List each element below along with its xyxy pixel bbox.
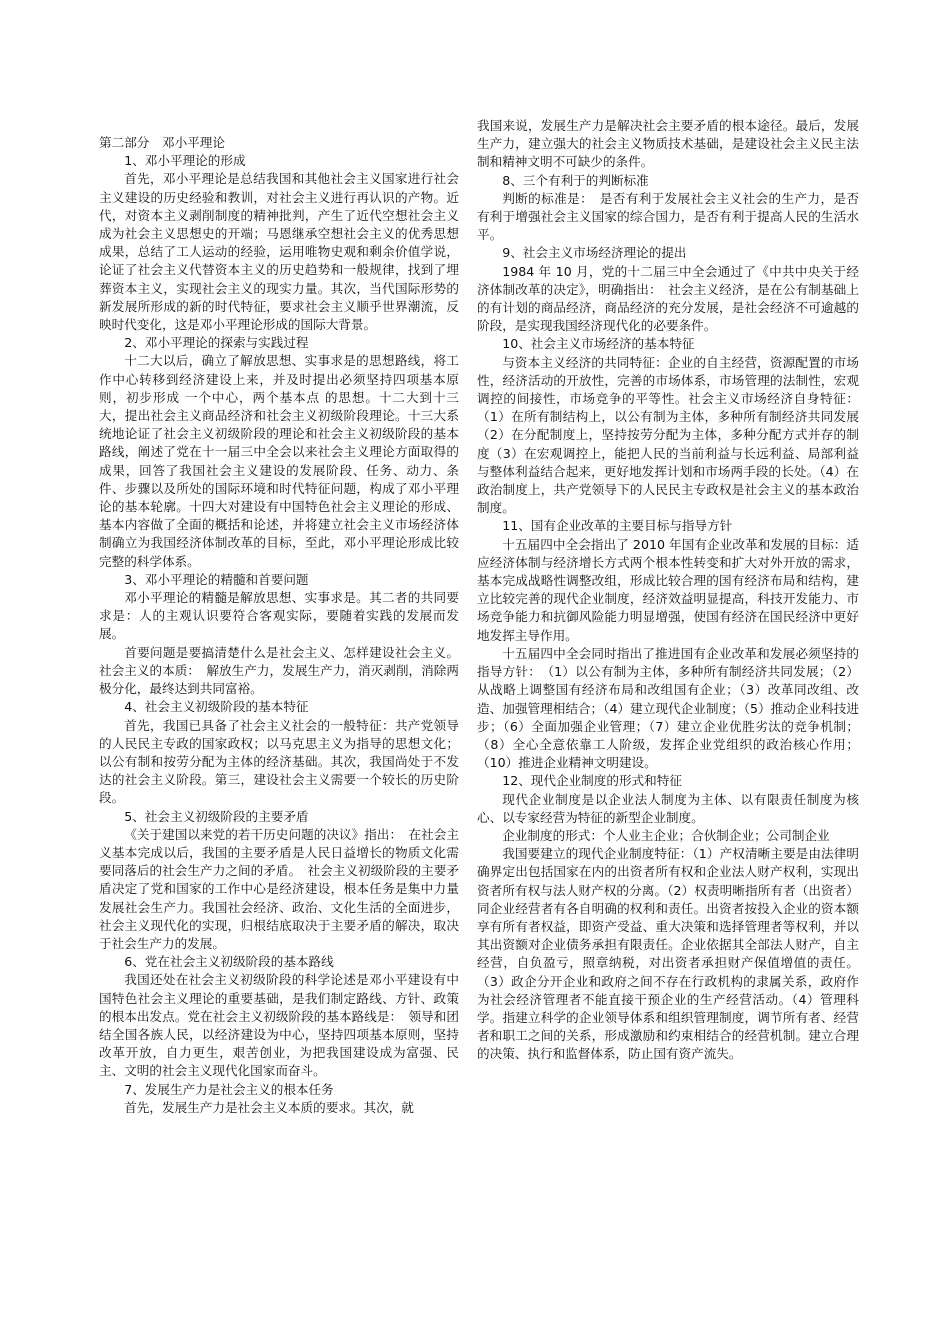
- left-column: [99, 134, 459, 1117]
- section-heading: 10、社会主义市场经济的基本特征: [502, 336, 695, 352]
- paragraph: 企业制度的形式：个人业主企业；合伙制企业；公司制企业: [502, 827, 830, 843]
- section-heading: 7、发展生产力是社会主义的根本任务: [124, 1081, 334, 1097]
- paragraph: 十五届四中全会同时指出了推进国有企业改革和发展必须坚持的指导方针： （1）以公有制为主体，多种所有制经济共同发展；（2）从战略上调整国有经济布局和改组国有企业；（3）改革同改组、改造、加强管理相结合；（4）建立现代企业制度；（5）推动企业科技进步；（6）全面加强企业管理；（7）建立企业优胜劣汰的竞争机制；（8）全心全意依靠工人阶级，发挥企业党组织的政治核心作用；（10）推进企业精神文明建设。: [477, 645, 859, 771]
- paragraph: 首要问题是要搞清楚什么是社会主义、怎样建设社会主义。社会主义的本质： 解放生产力，发展生产力，消灭剥削，消除两极分化，最终达到共同富裕。: [99, 644, 459, 697]
- paragraph: 我国要建立的现代企业制度特征：（1）产权清晰主要是由法律明确界定出包括国家在内的出资者所有权和企业法人财产权利，实现出资者所有权与法人财产权的分离。（2）权责明晰指所有者（出资者）同企业经营者有各自明确的权利和责任。出资者按投入企业的资本额享有所有者权益，即资产受益、重大决策和选择管理者等权利，并以其出资额对企业债务承担有限责任。企业依据其全部法人财产，自主经营，自负盈亏，照章纳税，对出资者承担财产保值增值的责任。（3）政企分开企业和政府之间不存在行政机构的隶属关系，政府作为社会经济管理者不能直接干预企业的生产经营活动。（4）管理科学。指建立科学的企业领导体系和组织管理制度，调节所有者、经营者和职工之间的关系，形成激励和约束相结合的经营机制。建立合理的决策、执行和监督体系，防止国有资产流失。: [477, 846, 859, 1062]
- paragraph: 邓小平理论的精髓是解放思想、实事求是。其二者的共同要求是：人的主观认识要符合客观实际，要随着实践的发展而发展。: [99, 590, 459, 642]
- paragraph: 判断的标准是： 是否有利于发展社会主义社会的生产力，是否有利于增强社会主义国家的综合国力，是否有利于提高人民的生活水平。: [477, 190, 859, 243]
- paragraph: 现代企业制度是以企业法人制度为主体、以有限责任制度为核心、以专家经营为特征的新型企业制度。: [477, 791, 859, 825]
- section-heading: 1、邓小平理论的形成: [124, 153, 246, 169]
- paragraph: 首先，发展生产力是社会主义本质的要求。其次，就: [124, 1099, 414, 1115]
- paragraph: 《关于建国以来党的若干历史问题的决议》指出： 在社会主义基本完成以后，我国的主要矛盾是人民日益增长的物质文化需要同落后的社会生产力之间的矛盾。 社会主义初级阶段的主要矛盾决定了党和国家的工作中心是经济建设，根本任务是集中力量发展社会生产力。我国社会经济、政治、文化生活的全面进步，社会主义现代化的实现，归根结底取决于主要矛盾的解决，取决于社会生产力的发展。: [99, 826, 459, 951]
- section-heading: 4、社会主义初级阶段的基本特征: [124, 699, 309, 715]
- part-title: 第二部分 邓小平理论: [99, 135, 225, 150]
- section-heading: 5、社会主义初级阶段的主要矛盾: [124, 808, 309, 824]
- section-heading: 2、邓小平理论的探索与实践过程: [124, 335, 309, 351]
- paragraph-continuation: 我国来说，发展生产力是解决社会主要矛盾的根本途径。最后，发展生产力，建立强大的社会主义物质技术基础，是建设社会主义民主法制和精神文明不可缺少的条件。: [477, 118, 859, 170]
- section-heading: 6、党在社会主义初级阶段的基本路线: [124, 954, 334, 970]
- paragraph: 首先，我国已具备了社会主义社会的一般特征：共产党领导的人民民主专政的国家政权；以马克思主义为指导的思想文化；以公有制和按劳分配为主体的经济基础。其次，我国尚处于不发达的社会主义阶段。第三，建设社会主义需要一个较长的历史阶段。: [99, 717, 459, 806]
- section-heading: 12、现代企业制度的形式和特征: [502, 773, 682, 789]
- paragraph: 十五届四中全会指出了 2010 年国有企业改革和发展的目标：适应经济体制与经济增长方式两个根本性转变和扩大对外开放的需求，基本完成战略性调整改组，形成比较合理的国有经济布局和结构，建立比较完善的现代企业制度，经济效益明显提高，科技开发能力、市场竞争能力和抗御风险能力明显增强，使国有经济在国民经济中更好地发挥主导作用。: [477, 536, 859, 643]
- paragraph: 我国还处在社会主义初级阶段的科学论述是邓小平建设有中国特色社会主义理论的重要基础，是我们制定路线、方针、政策的根本出发点。党在社会主义初级阶段的基本路线是： 领导和团结全国各族人民，以经济建设为中心，坚持四项基本原则，坚持改革开放，自力更生，艰苦创业，为把我国建设成为富强、民主、文明的社会主义现代化国家而奋斗。: [99, 972, 459, 1079]
- right-column: [477, 117, 859, 1064]
- paragraph: 首先，邓小平理论是总结我国和其他社会主义国家进行社会主义建设的历史经验和教训，对社会主义进行再认识的产物。近代，对资本主义剥削制度的精神批判，产生了近代空想社会主义成为社会主义思想史的开端；马恩继承空想社会主义的优秀思想成果，总结了工人运动的经验，运用唯物史观和剩余价值学说，论证了社会主义代替资本主义的历史趋势和一般规律，找到了埋葬资本主义，实现社会主义的现实力量。其次，当代国际形势的新发展所形成的新的时代特征，要求社会主义顺乎世界潮流，反映时代变化，这是邓小平理论形成的国际大背景。: [99, 171, 459, 333]
- paragraph: 1984 年 10 月，党的十二届三中全会通过了《中共中央关于经济体制改革的决定》，明确指出： 社会主义经济，是在公有制基础上的有计划的商品经济，商品经济的充分发展，是社会经济不可逾越的阶段，是实现我国经济现代化的必要条件。: [477, 263, 859, 334]
- section-heading: 3、邓小平理论的精髓和首要问题: [124, 571, 309, 587]
- paragraph: 十二大以后，确立了解放思想、实事求是的思想路线，将工作中心转移到经济建设上来，并及时提出必须坚持四项基本原则，初步形成 一个中心，两个基本点 的思想。十二大到十三大，提出社会主义商品经济和社会主义初级阶段理论。十三大系统地论证了社会主义初级阶段的理论和社会主义初级阶段的基本路线，阐述了党在十一届三中全会以来社会主义理论方面取得的成果，回答了我国社会主义建设的发展阶段、任务、动力、条件、步骤以及所处的国际环境和时代特征问题，构成了邓小平理论的基本轮廓。十四大对建设有中国特色社会主义理论的形成、基本内容做了全面的概括和论述，并将建立社会主义市场经济体制确立为我国经济体制改革的目标，至此，邓小平理论形成比较完整的科学体系。: [99, 353, 459, 569]
- paragraph: 与资本主义经济的共同特征：企业的自主经营，资源配置的市场性，经济活动的开放性，完善的市场体系，市场管理的法制性，宏观调控的间接性，市场竞争的平等性。社会主义市场经济自身特征：（1）在所有制结构上，以公有制为主体，多种所有制经济共同发展（2）在分配制度上，坚持按劳分配为主体，多种分配方式并存的制度（3）在宏观调控上，能把人民的当前利益与长远利益、局部利益与整体利益结合起来，更好地发挥计划和市场两手段的长处。（4）在政治制度上，共产党领导下的人民民主专政权是社会主义的基本政治制度。: [477, 354, 859, 516]
- section-heading: 11、国有企业改革的主要目标与指导方针: [502, 518, 733, 534]
- section-heading: 8、三个有利于的判断标准: [502, 172, 649, 188]
- section-heading: 9、社会主义市场经济理论的提出: [502, 245, 687, 261]
